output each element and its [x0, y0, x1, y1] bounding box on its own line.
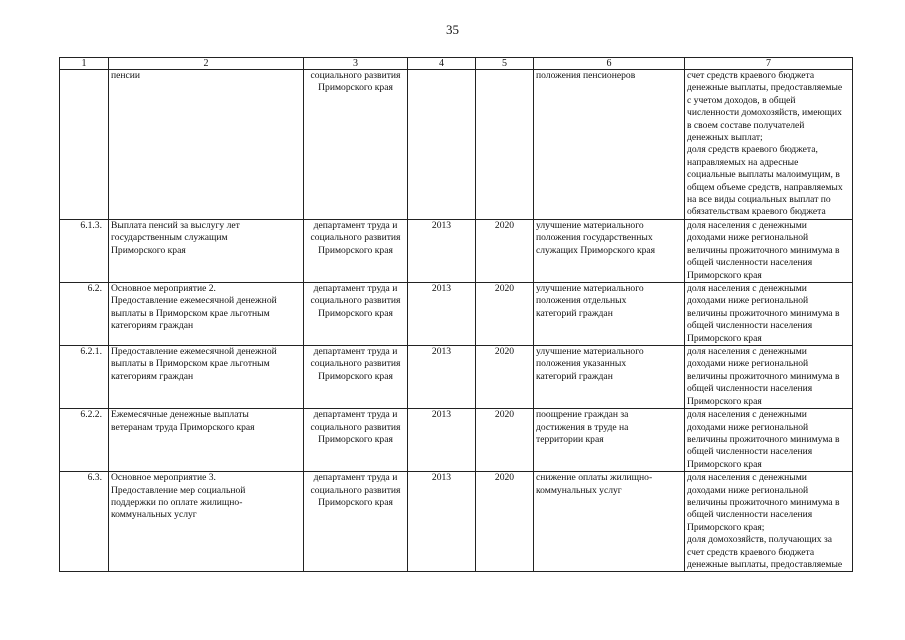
- end-year: [476, 70, 534, 220]
- end-year: 2020: [476, 220, 534, 283]
- indicator-link: доля населения с денежными доходами ниже региональной величины прожиточного минимума в общей численности населения Приморского края: [685, 409, 853, 472]
- row-number: [60, 70, 109, 220]
- expected-result: улучшение материального положения государственных служащих Приморского края: [534, 220, 685, 283]
- table-row: [60, 409, 853, 472]
- start-year: [408, 70, 476, 220]
- column-header-6: 6: [534, 58, 685, 70]
- activity-name: Ежемесячные денежные выплаты ветеранам труда Приморского края: [109, 409, 304, 472]
- table-row: [60, 472, 853, 572]
- page-number: 35: [446, 22, 459, 37]
- start-year: 2013: [408, 409, 476, 472]
- column-header-3: 3: [304, 58, 408, 70]
- executor: департамент труда и социального развития Приморского края: [304, 220, 408, 283]
- row-number: 6.3.: [60, 472, 109, 572]
- start-year: 2013: [408, 220, 476, 283]
- row-number: 6.1.3.: [60, 220, 109, 283]
- start-year: 2013: [408, 346, 476, 409]
- expected-result: поощрение граждан за достижения в труде на территории края: [534, 409, 685, 472]
- indicator-link: счет средств краевого бюджета денежные выплаты, предоставляемые с учетом доходов, в общей численности домохозяйств, имеющих в своем составе получателей денежных выплат; доля средств краевого бюджета, направляемых на адресные социальные выплаты малоимущим, в общем объеме средств, направляемых на все виды социальных выплат по обязательствам краевого бюджета: [685, 70, 853, 220]
- expected-result: снижение оплаты жилищно- коммунальных услуг: [534, 472, 685, 572]
- table-row: [60, 70, 853, 220]
- table-row: [60, 283, 853, 346]
- end-year: 2020: [476, 409, 534, 472]
- start-year: 2013: [408, 283, 476, 346]
- executor: департамент труда и социального развития Приморского края: [304, 472, 408, 572]
- indicator-link: доля населения с денежными доходами ниже региональной величины прожиточного минимума в общей численности населения Приморского края; доля домохозяйств, получающих за счет средств краевого бюджета денежные выплаты, предоставляемые: [685, 472, 853, 572]
- expected-result: улучшение материального положения указанных категорий граждан: [534, 346, 685, 409]
- executor: социального развития Приморского края: [304, 70, 408, 220]
- row-number: 6.2.2.: [60, 409, 109, 472]
- header-row: [60, 58, 853, 70]
- indicator-link: доля населения с денежными доходами ниже региональной величины прожиточного минимума в общей численности населения Приморского края: [685, 283, 853, 346]
- expected-result: улучшение материального положения отдельных категорий граждан: [534, 283, 685, 346]
- expected-result: положения пенсионеров: [534, 70, 685, 220]
- end-year: 2020: [476, 472, 534, 572]
- activity-name: Основное мероприятие 3. Предоставление мер социальной поддержки по оплате жилищно- коммунальных услуг: [109, 472, 304, 572]
- executor: департамент труда и социального развития Приморского края: [304, 346, 408, 409]
- table-row: [60, 220, 853, 283]
- column-header-1: 1: [60, 58, 109, 70]
- column-header-7: 7: [685, 58, 853, 70]
- indicator-link: доля населения с денежными доходами ниже региональной величины прожиточного минимума в общей численности населения Приморского края: [685, 346, 853, 409]
- indicator-link: доля населения с денежными доходами ниже региональной величины прожиточного минимума в общей численности населения Приморского края: [685, 220, 853, 283]
- row-number: 6.2.1.: [60, 346, 109, 409]
- end-year: 2020: [476, 283, 534, 346]
- activity-name: пенсии: [109, 70, 304, 220]
- start-year: 2013: [408, 472, 476, 572]
- column-header-5: 5: [476, 58, 534, 70]
- row-number: 6.2.: [60, 283, 109, 346]
- activity-name: Предоставление ежемесячной денежной выплаты в Приморском крае льготным категориям граждан: [109, 346, 304, 409]
- table-row: [60, 346, 853, 409]
- column-header-4: 4: [408, 58, 476, 70]
- activity-name: Основное мероприятие 2. Предоставление ежемесячной денежной выплаты в Приморском крае льготным категориям граждан: [109, 283, 304, 346]
- executor: департамент труда и социального развития Приморского края: [304, 283, 408, 346]
- program-activities-table: [59, 57, 853, 572]
- end-year: 2020: [476, 346, 534, 409]
- activity-name: Выплата пенсий за выслугу лет государственным служащим Приморского края: [109, 220, 304, 283]
- executor: департамент труда и социального развития Приморского края: [304, 409, 408, 472]
- column-header-2: 2: [109, 58, 304, 70]
